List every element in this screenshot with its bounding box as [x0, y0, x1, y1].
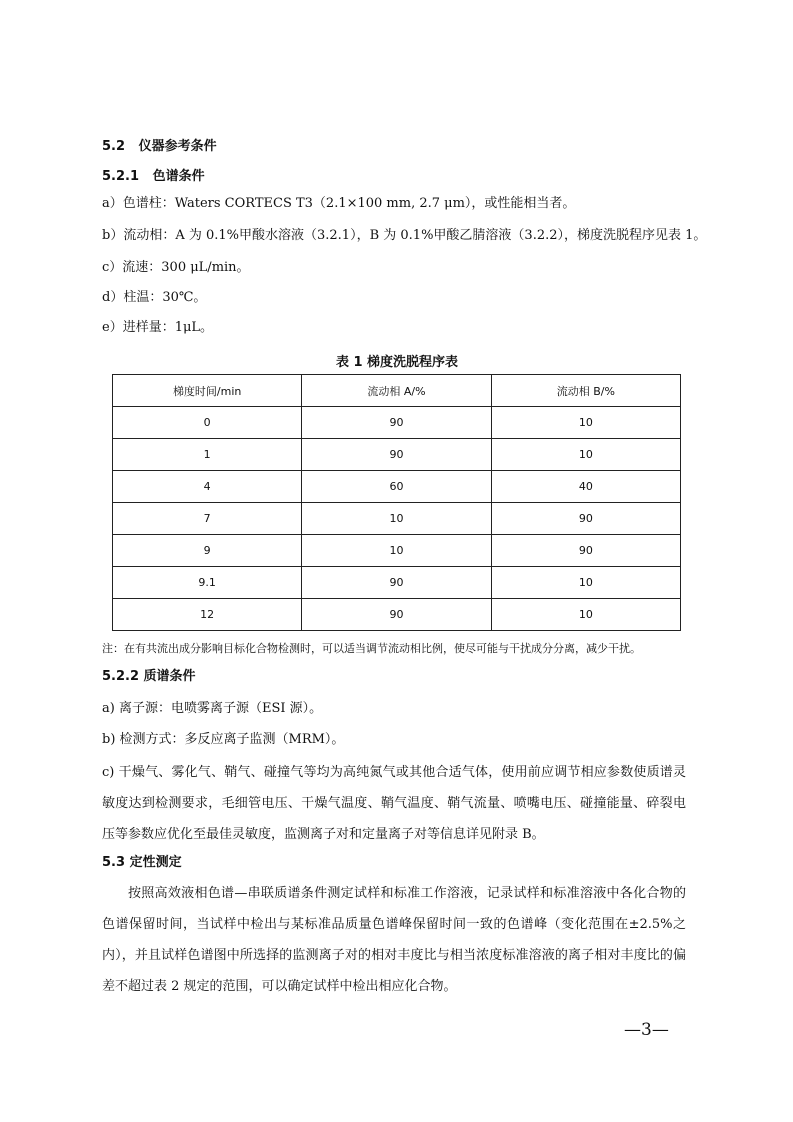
cell-time: 12 — [113, 599, 302, 631]
chrom-column: a）色谱柱：Waters CORTECS T3（2.1×100 mm, 2.7 μm），或性能相当者。 — [102, 196, 576, 211]
cell-phase-a: 90 — [302, 567, 491, 599]
cell-phase-b: 90 — [491, 535, 680, 567]
cell-phase-b: 10 — [491, 407, 680, 439]
table-row — [113, 567, 681, 599]
page-number: —3— — [624, 1020, 669, 1040]
table-row — [113, 471, 681, 503]
section-title: 色谱条件 — [152, 169, 205, 184]
chrom-injection-volume: e）进样量：1μL。 — [102, 320, 214, 335]
section-title: 定性测定 — [129, 855, 182, 870]
header-phase-a: 流动相 A/% — [302, 375, 491, 407]
section-number: 5.2.2 — [102, 669, 140, 684]
chrom-flow-rate: c）流速：300 μL/min。 — [102, 260, 250, 275]
table-row — [113, 503, 681, 535]
table-note: 注：在有共流出成分影响目标化合物检测时，可以适当调节流动相比例，使尽可能与干扰成分分离，减少干扰。 — [102, 642, 641, 655]
table-row — [113, 599, 681, 631]
section-5-2-1-heading — [102, 169, 205, 185]
cell-time: 0 — [113, 407, 302, 439]
cell-phase-b: 40 — [491, 471, 680, 503]
section-5-2-heading — [102, 139, 217, 155]
section-title: 质谱条件 — [143, 669, 196, 684]
cell-phase-b: 10 — [491, 599, 680, 631]
header-time: 梯度时间/min — [113, 375, 302, 407]
ms-ion-source: a) 离子源：电喷雾离子源（ESI 源）。 — [102, 701, 323, 716]
cell-phase-a: 90 — [302, 599, 491, 631]
header-phase-b: 流动相 B/% — [491, 375, 680, 407]
cell-phase-a: 90 — [302, 439, 491, 471]
cell-phase-a: 10 — [302, 503, 491, 535]
cell-time: 9.1 — [113, 567, 302, 599]
table-row — [113, 535, 681, 567]
cell-phase-a: 60 — [302, 471, 491, 503]
chrom-mobile-phase: b）流动相：A 为 0.1%甲酸水溶液（3.2.1），B 为 0.1%甲酸乙腈溶液（3.2.2），梯度洗脱程序见表 1。 — [102, 228, 707, 243]
section-number: 5.3 — [102, 855, 126, 870]
section-title: 仪器参考条件 — [138, 139, 217, 154]
table-row — [113, 439, 681, 471]
cell-phase-b: 10 — [491, 567, 680, 599]
table-header-row — [113, 375, 681, 407]
cell-time: 9 — [113, 535, 302, 567]
section-number: 5.2.1 — [102, 169, 140, 184]
table-caption: 表 1 梯度洗脱程序表 — [335, 355, 459, 370]
cell-phase-b: 10 — [491, 439, 680, 471]
table-row — [113, 407, 681, 439]
cell-phase-a: 90 — [302, 407, 491, 439]
section-5-3-heading — [102, 855, 182, 871]
cell-time: 1 — [113, 439, 302, 471]
gradient-table — [112, 374, 681, 631]
ms-gas-parameters: c) 干燥气、雾化气、鞘气、碰撞气等均为高纯氮气或其他合适气体，使用前应调节相应参数使质谱灵敏度达到检测要求，毛细管电压、干燥气温度、鞘气温度、鞘气流量、喷嘴电压、碰撞能量、碎裂电压等参数应优化至最佳灵敏度，监测离子对和定量离子对等信息详见附录 B。 — [102, 765, 686, 842]
cell-time: 4 — [113, 471, 302, 503]
section-number: 5.2 — [102, 139, 126, 154]
section-5-2-2-heading — [102, 669, 196, 685]
qualitative-paragraph: 按照高效液相色谱—串联质谱条件测定试样和标准工作溶液，记录试样和标准溶液中各化合物的色谱保留时间，当试样中检出与某标准品质量色谱峰保留时间一致的色谱峰（变化范围在±2.5%之内），并且试样色谱图中所选择的监测离子对的相对丰度比与相当浓度标准溶液的离子相对丰度比的偏差不超过表 2 规定的范围，可以确定试样中检出相应化合物。 — [102, 886, 686, 994]
ms-detection-mode: b) 检测方式：多反应离子监测（MRM）。 — [102, 732, 345, 747]
cell-phase-b: 90 — [491, 503, 680, 535]
cell-phase-a: 10 — [302, 535, 491, 567]
cell-time: 7 — [113, 503, 302, 535]
chrom-column-temp: d）柱温：30℃。 — [102, 290, 207, 305]
